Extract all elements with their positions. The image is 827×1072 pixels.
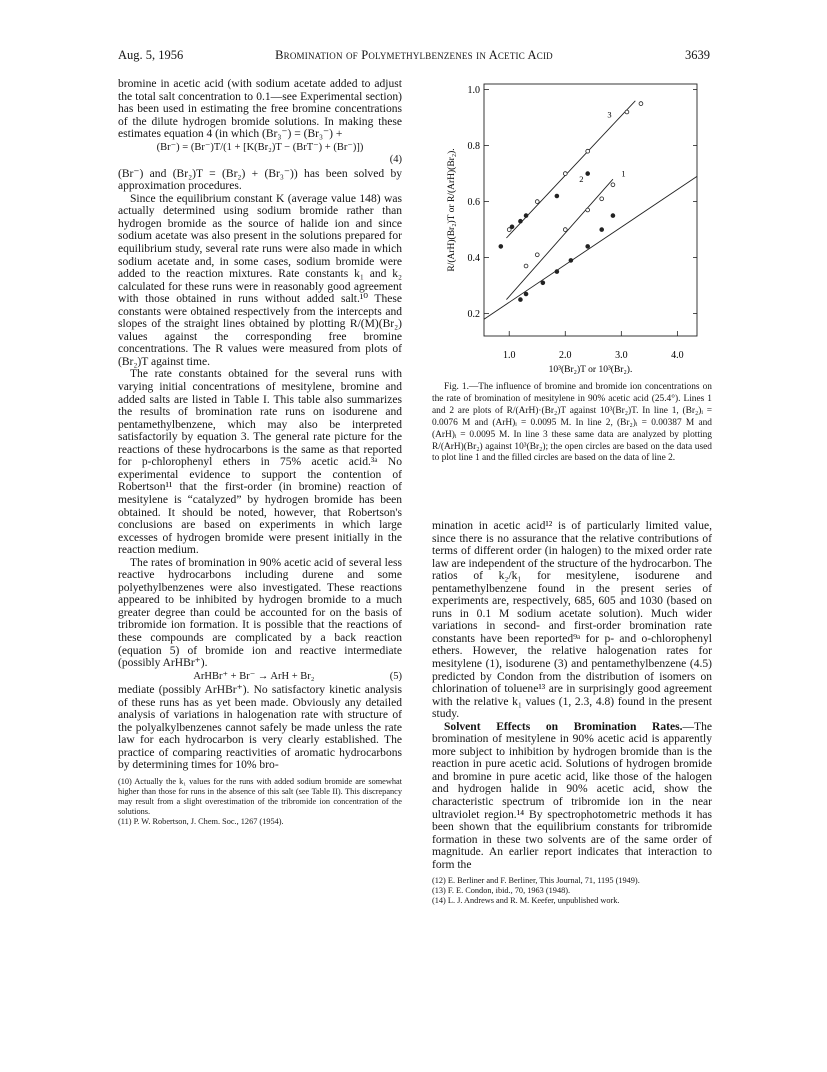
open-data-point [625, 110, 629, 114]
filled-data-point [586, 245, 590, 249]
footnotes-right [432, 876, 712, 906]
chart-plot [432, 76, 712, 376]
section-heading: Solvent Effects on Bromination Rates. [444, 720, 683, 733]
filled-data-point [600, 228, 604, 232]
paragraph-body: —The bromination of mesitylene in 90% acetic acid is apparently more subject to inhibition by hydrogen bromide than is the reaction in pure acetic acid. Solutions of hydrogen bromide and bromine in pure acetic acid, like those of the halogen and hydrogen halide in 90% acetic acid, show the characteristic spectrum of tribromide ion in the near ultraviolet region.¹⁴ By spectrophotometric methods it has been shown that the equilibrium constants for tribromide formation in these two solvents are of the same order of magnitude. An earlier report indicates that interaction to form the [432, 720, 712, 871]
filled-data-point [524, 214, 528, 218]
filled-data-point [510, 225, 514, 229]
open-data-point [600, 197, 604, 201]
footnote-13: (13) F. E. Condon, ibid., 70, 1963 (1948). [432, 886, 571, 896]
filled-data-point [541, 281, 545, 285]
running-header [118, 48, 710, 64]
y-axis-label: R/(ArH)(Br₂)T or R/(ArH)(Br₂). [447, 148, 457, 272]
x-tick-label: 1.0 [502, 350, 516, 361]
x-tick-label: 4.0 [671, 350, 684, 361]
paragraph: mination in acetic acid¹² is of particularly limited value, since there is no assurance that the relative contributions of terms of different order (in halogen) to the mixed order rate law are independent of the structure of the hydrocarbon. The ratios of k₂/k₁ for mesitylene, isodurene and pentamethylbenzene found in the present series of experiments are, respectively, 685, 605 and 1030 (based on runs in 0.1 M sodium acetate solution). Much wider variations in second- and first-order bromination rate constants have been reported⁹ᵃ for p- and o-chlorophenyl ethers. However, the relative halogenation rates for mesitylene (1), isodurene (3) and pentamethylbenzene (4.5) predicted by Condon from the distribution of isomers on chlorination of toluene¹³ are in surprisingly good agreement with the relative k₁ values (1, 2.3, 4.8) found in the present study. [432, 520, 713, 721]
header-title: Bromination of Polymethylbenzenes in Acetic Acid [275, 48, 553, 62]
y-tick-label: 0.4 [467, 253, 480, 265]
paragraph [432, 721, 712, 872]
equation-5-number: (5) [389, 670, 402, 682]
y-tick-label: 0.2 [467, 309, 480, 321]
paragraph: mediate (possibly ArHBr⁺). No satisfactory kinetic analysis of these runs has as yet been made. Obviously any detailed analysis of variations in halogenation rate with structure of the polyalkylbenzenes cannot safely be made unless the rate law for each hydrocarbon is very clearly established. The practice of comparing reactivities of aromatic hydrocarbons by determining times for 10% bro- [118, 684, 402, 772]
line-label-2: 2 [579, 174, 584, 184]
paragraph: Since the equilibrium constant K (average value 148) was actually determined using sodium bromide rather than hydrogen bromide as the source of halide ion and since sodium acetate was also present in the solutions prepared for equilibrium study, several rate runs were also made in which sodium acetate and, in some cases, sodium bromide were added to the reaction mixtures. Rate constants k₁ and k₂ calculated for these runs were in reasonably good agreement with those obtained in runs without added salt.¹⁰ These constants were obtained respectively from the intercepts and slopes of the straight lines obtained by plotting R/(M)(Br₂) values against the corresponding free bromine concentrations. The R values were measured from plots of (Br₂)T against time. [118, 192, 402, 368]
header-page-number: 3639 [685, 48, 710, 62]
filled-data-point [555, 194, 559, 198]
open-data-point [586, 149, 590, 153]
open-data-point [535, 200, 539, 204]
filled-data-point [611, 214, 615, 218]
footnote-12: (12) E. Berliner and F. Berliner, This Journal, 71, 1195 (1949). [432, 876, 640, 886]
open-data-point [611, 183, 615, 187]
equation-4 [118, 142, 402, 167]
right-column [432, 520, 712, 906]
open-data-point [524, 264, 528, 268]
paragraph: (Br⁻) and (Br₂)T = (Br₂) + (Br₃⁻)) has been solved by approximation procedures. [118, 167, 402, 193]
footnote-10: (10) Actually the k₁ values for the runs with added sodium bromide are somewhat higher than those for runs in the absence of this salt (see Table II). This discrepancy may result from a slight overestimation of the tribromide ion concentration of the solutions. [118, 776, 402, 816]
open-data-point [563, 228, 567, 232]
open-data-point [563, 172, 567, 176]
equation-4-body: (Br⁻) = (Br⁻)T/(1 + [K(Br₂)T − (BrT⁻) + (Br⁻)]) [156, 141, 364, 153]
figure-caption [432, 382, 712, 465]
open-data-point [586, 208, 590, 212]
x-tick-label: 2.0 [559, 350, 572, 361]
equation-4-number: (4) [389, 154, 402, 166]
filled-data-point [555, 270, 559, 274]
paragraph: The rates of bromination in 90% acetic acid of several less reactive hydrocarbons including durene and some polyethylbenzenes were also investigated. These reactions appeared to be inhibited by hydrogen bromide to a much greater degree than could be accounted for on the basis of tribromide ion formation. It is possible that the reactions of these compounds are complicated by a back reaction (equation 5) of bromide ion and reactive intermediate (possibly ArHBr⁺). [118, 556, 402, 670]
figure-1-chart [432, 76, 712, 376]
filled-data-point [519, 298, 523, 302]
x-tick-label: 3.0 [615, 350, 628, 361]
filled-data-point [586, 172, 590, 176]
y-tick-label: 0.6 [467, 197, 480, 209]
y-tick-label: 1.0 [467, 85, 480, 97]
paragraph: The rate constants obtained for the several runs with varying initial concentrations of mesitylene, bromine and added salts are listed in Table I. This table also summarizes the results of bromination rate runs on isodurene and pentamethylbenzene, which may also be interpreted satisfactorily by equation 3. The general rate picture for the reactions of these hydrocarbons is the same as that reported for p-chlorophenyl ethers in 75% acetic acid.³ᵃ No experimental evidence to support the contention of Robertson¹¹ that the first-order (in bromine) reaction of mesitylene is “catalyzed” by hydrogen bromide has been obtained. It should be noted, however, that Robertson's conclusions are based on experiments in which large excesses of hydrogen bromide were present initially in the reaction medium. [118, 368, 402, 557]
line-2 [506, 179, 612, 299]
footnote-14: (14) L. J. Andrews and R. M. Keefer, unpublished work. [432, 896, 620, 906]
line-1 [484, 176, 697, 319]
filled-data-point [524, 292, 528, 296]
filled-data-point [519, 219, 523, 223]
open-data-point [535, 253, 539, 257]
filled-data-point [499, 245, 503, 249]
line-label-1: 1 [621, 168, 626, 179]
footnotes-left [118, 777, 402, 827]
paragraph: bromine in acetic acid (with sodium acetate added to adjust the total salt concentration to 0.1—see Experimental section) has been used in estimating the free bromine concentrations of the dilute hydrogen bromide solutions. In making these estimates equation 4 (in which (Br₃⁻) = (Br₃⁻) + [118, 78, 402, 141]
equation-5 [118, 671, 402, 684]
filled-data-point [569, 259, 573, 263]
header-date: Aug. 5, 1956 [118, 48, 184, 62]
y-tick-label: 0.8 [467, 141, 480, 153]
equation-5-body: ArHBr⁺ + Br⁻ → ArH + Br₂ [193, 670, 315, 682]
open-data-point [639, 102, 643, 106]
x-axis-label: 10³(Br₂)T or 10³(Br₂). [548, 365, 633, 375]
line-label-3: 3 [607, 109, 612, 120]
caption-text: Fig. 1.—The influence of bromine and bromide ion concentrations on the rate of bromination of mesitylene in 90% acetic acid (25.4°). Lines 1 and 2 are plots of R/(ArH)·(Br₂)T against 10³(Br₂)T. In line 1, (Br₂)ᵢ = 0.0076 M and (ArH)ᵢ = 0.0095 M. In line 2, (Br₂)ᵢ = 0.00387 M and (ArH)ᵢ = 0.0095 M. In line 3 these same data are analyzed by plotting R/(ArH)(Br₂) against 10³(Br₂); the open circles are based on the data used to plot line 1 and the filled circles are based on the data of line 2. [432, 382, 712, 464]
footnote-11: (11) P. W. Robertson, J. Chem. Soc., 1267 (1954). [118, 816, 284, 826]
left-column [118, 78, 402, 827]
